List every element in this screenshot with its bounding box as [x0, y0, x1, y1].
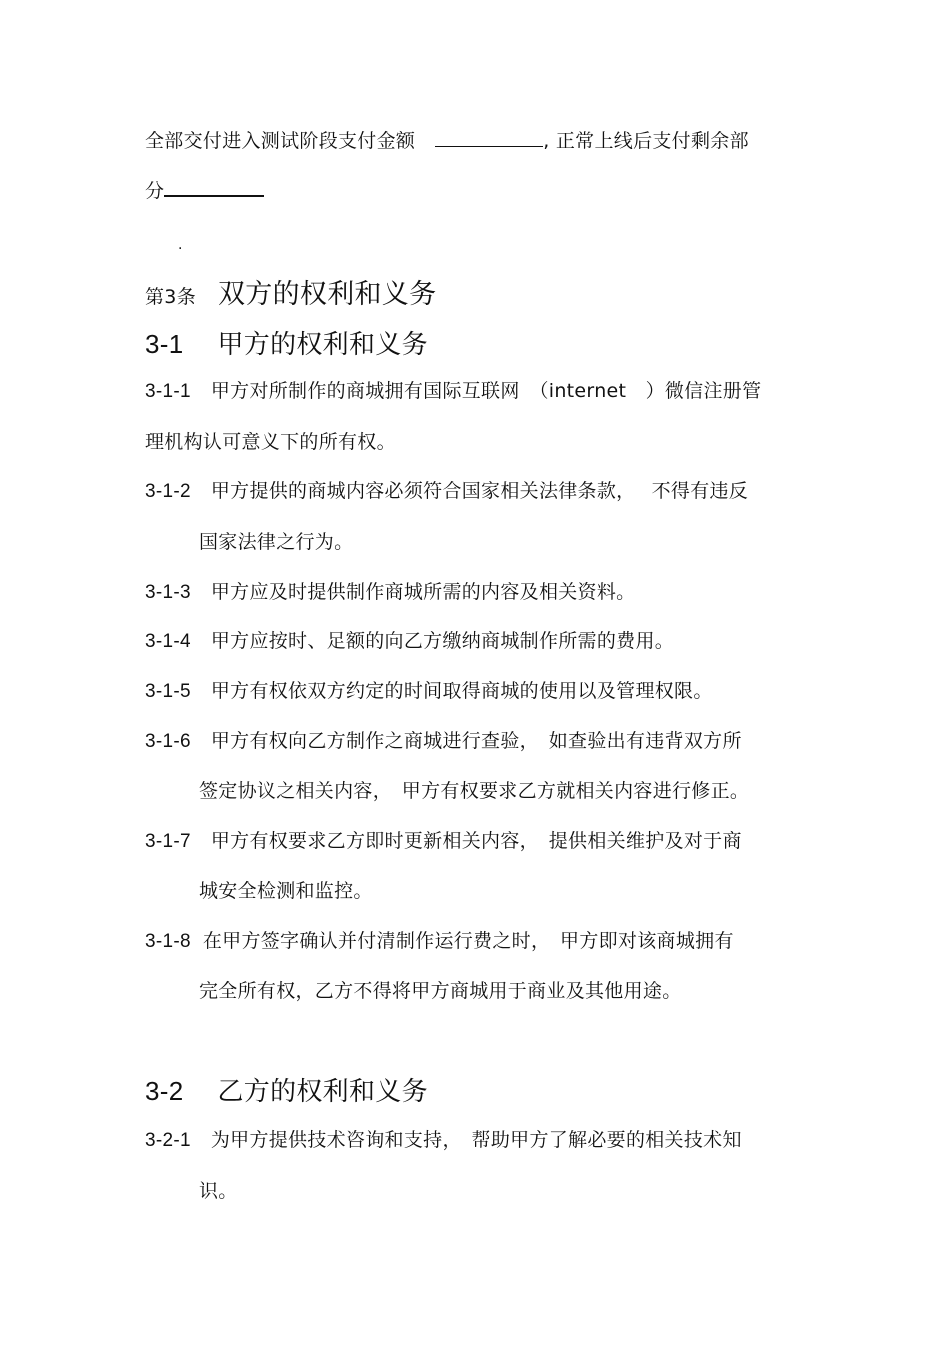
- clause-text: 甲方应按时、足额的向乙方缴纳商城制作所需的费用。: [210, 630, 675, 652]
- article-number: 第3条: [145, 286, 196, 308]
- payment-text-after: , 正常上线后支付剩余部: [543, 130, 749, 152]
- clause-text: 甲方应及时提供制作商城所需的内容及相关资料。: [210, 581, 636, 603]
- clause-3-1-6-cont: [199, 778, 749, 804]
- payment-text-remaining: 分: [145, 180, 165, 202]
- clause-text: 为甲方提供技术咨询和支持， 帮助甲方了解必要的相关技术知: [210, 1129, 742, 1151]
- clause-3-1-8-cont: [199, 978, 682, 1004]
- section-number: 3-2: [145, 1076, 184, 1106]
- clause-number: 3-1-6: [145, 731, 191, 752]
- clause-number: 3-1-3: [145, 582, 191, 603]
- clause-3-1-7-cont: [199, 878, 373, 904]
- clause-3-2-1-cont: [199, 1178, 238, 1204]
- section-3-1-heading: [145, 327, 428, 364]
- amount-blank-1: [435, 146, 543, 147]
- clause-text: 理机构认可意义下的所有权。: [145, 431, 396, 453]
- clause-3-2-1: [145, 1127, 742, 1154]
- payment-line-2: [145, 178, 264, 204]
- clause-number: 3-2-1: [145, 1130, 191, 1151]
- clause-3-1-2: [145, 478, 748, 505]
- stray-dot: .: [178, 237, 183, 253]
- payment-line-1: [145, 128, 749, 154]
- clause-3-1-3: [145, 579, 635, 606]
- clause-3-1-5: [145, 678, 713, 705]
- payment-text-before: 全部交付进入测试阶段支付金额: [145, 130, 416, 152]
- clause-text: 在甲方签字确认并付清制作运行费之时， 甲方即对该商城拥有: [202, 930, 734, 952]
- clause-3-1-1-cont: [145, 429, 396, 455]
- clause-3-1-7: [145, 828, 742, 855]
- clause-text: 完全所有权，乙方不得将甲方商城用于商业及其他用途。: [199, 980, 682, 1002]
- clause-3-1-1: [145, 378, 761, 405]
- clause-number: 3-1-8: [145, 931, 191, 952]
- clause-text: 甲方对所制作的商城拥有国际互联网 （internet ）微信注册管: [210, 380, 762, 402]
- section-number: 3-1: [145, 329, 184, 359]
- section-title: 乙方的权利和义务: [217, 1077, 428, 1107]
- clause-text: 国家法律之行为。: [199, 531, 354, 553]
- article-3-heading: [145, 278, 436, 314]
- clause-number: 3-1-4: [145, 631, 191, 652]
- clause-text: 甲方有权向乙方制作之商城进行查验， 如查验出有违背双方所: [210, 730, 742, 752]
- amount-blank-2: [164, 195, 264, 197]
- clause-number: 3-1-1: [145, 381, 191, 402]
- clause-3-1-6: [145, 728, 742, 755]
- clause-number: 3-1-7: [145, 831, 191, 852]
- clause-text: 甲方有权依双方约定的时间取得商城的使用以及管理权限。: [210, 680, 713, 702]
- clause-number: 3-1-2: [145, 481, 191, 502]
- clause-number: 3-1-5: [145, 681, 191, 702]
- clause-text: 签定协议之相关内容， 甲方有权要求乙方就相关内容进行修正。: [199, 780, 750, 802]
- article-title: 双方的权利和义务: [218, 279, 437, 310]
- clause-text: 城安全检测和监控。: [199, 880, 373, 902]
- clause-3-1-2-cont: [199, 529, 353, 555]
- clause-text: 识。: [199, 1180, 238, 1202]
- section-title: 甲方的权利和义务: [217, 330, 428, 360]
- clause-text: 甲方有权要求乙方即时更新相关内容， 提供相关维护及对于商: [210, 830, 742, 852]
- clause-3-1-8: [145, 928, 734, 955]
- clause-text: 甲方提供的商城内容必须符合国家相关法律条款， 不得有违反: [210, 480, 749, 502]
- clause-3-1-4: [145, 628, 674, 655]
- section-3-2-heading: [145, 1074, 428, 1111]
